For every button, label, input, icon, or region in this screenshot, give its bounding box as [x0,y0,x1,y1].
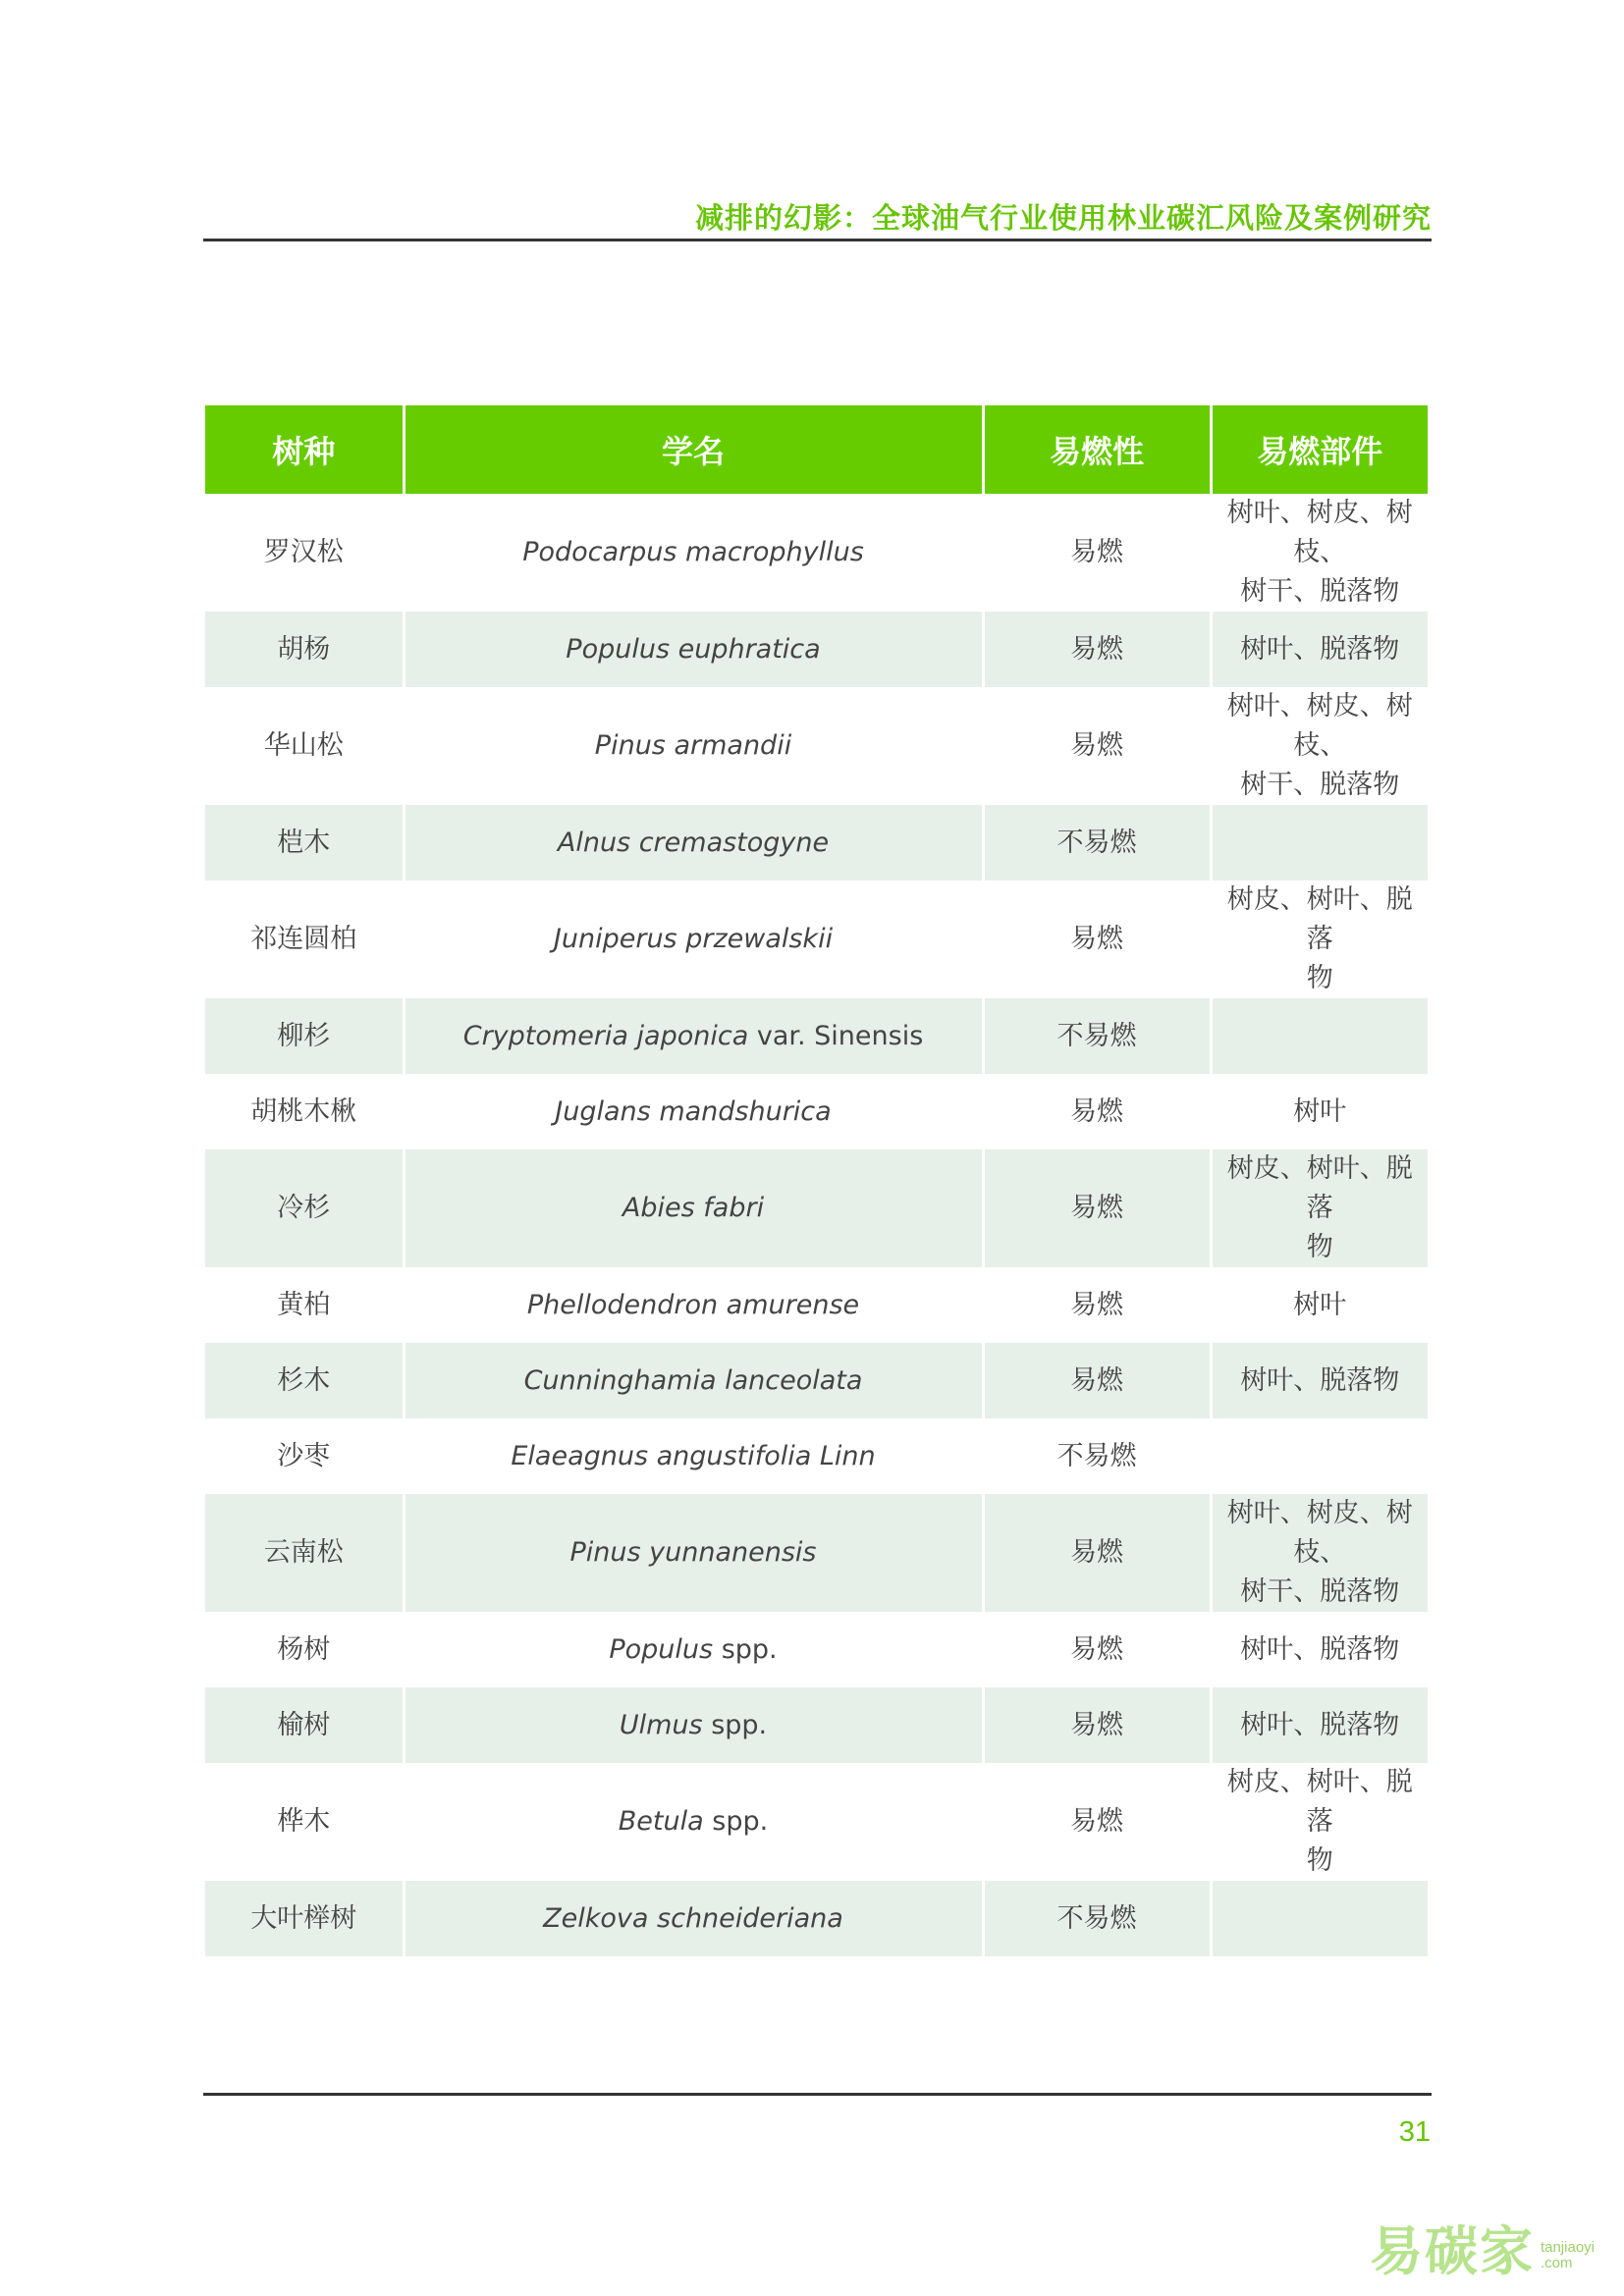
flammability-cell: 易燃 [983,1267,1211,1343]
flammable-parts-cell [1211,1494,1428,1612]
flammable-parts-cell [1211,1267,1428,1343]
flammable-parts-line: 树叶、脱落物 [1240,1364,1400,1396]
scientific-name-cell [404,687,983,805]
flammable-parts-cell [1211,1881,1428,1956]
table-row [205,612,1428,687]
column-header-scientific-name: 学名 [404,405,983,494]
flammable-parts-cell [1211,1418,1428,1494]
watermark-tld: .com [1540,2255,1573,2271]
column-header-flammable-parts: 易燃部件 [1211,405,1428,494]
footer-divider [203,2093,1432,2096]
flammability-cell: 易燃 [983,881,1211,998]
species-cell: 杉木 [205,1343,404,1418]
scientific-name: Cryptomeria japonica [462,1020,749,1051]
scientific-name: Juniperus przewalskii [553,924,834,954]
species-cell: 罗汉松 [205,494,404,612]
species-cell: 祁连圆柏 [205,881,404,998]
header-divider [203,239,1432,241]
flammable-parts-line: 树叶 [1293,1289,1347,1320]
flammable-parts-cell [1211,1687,1428,1763]
table-row [205,1881,1428,1956]
flammable-parts-line: 树叶 [1293,1095,1347,1127]
table-row [205,1494,1428,1612]
flammable-parts-line: 树叶、脱落物 [1240,633,1400,665]
flammable-parts-cell [1211,1149,1428,1267]
flammable-parts-cell [1211,1612,1428,1687]
table-row [205,881,1428,998]
table-row [205,494,1428,612]
scientific-name-cell [404,1494,983,1612]
scientific-name-cell [404,612,983,687]
table-row [205,1418,1428,1494]
flammable-parts-line: 树叶、树皮、树枝、 [1226,1498,1413,1568]
scientific-name: Juglans mandshurica [555,1095,832,1127]
flammability-cell: 不易燃 [983,1881,1211,1956]
scientific-name: Cunninghamia lanceolata [523,1364,863,1396]
flammable-parts-cell [1211,1074,1428,1149]
flammability-cell: 不易燃 [983,805,1211,881]
tree-species-table [205,405,1428,1956]
page-number: 31 [1398,2116,1431,2148]
flammability-cell: 易燃 [983,1612,1211,1687]
flammable-parts-line: 树叶、脱落物 [1240,1709,1400,1740]
flammability-cell: 不易燃 [983,998,1211,1074]
scientific-name-cell [404,998,983,1074]
scientific-name: Abies fabri [622,1193,765,1223]
table-row [205,1074,1428,1149]
flammable-parts-line: 树叶、脱落物 [1240,1633,1400,1665]
scientific-name-cell [404,1763,983,1881]
scientific-name-cell [404,494,983,612]
scientific-name: Alnus cremastogyne [557,827,830,858]
table-row [205,998,1428,1074]
table-row [205,687,1428,805]
flammable-parts-line: 树叶、树皮、树枝、 [1226,498,1413,567]
scientific-name: Pinus armandii [594,730,792,761]
species-cell: 黄柏 [205,1267,404,1343]
flammability-cell: 不易燃 [983,1418,1211,1494]
flammability-cell: 易燃 [983,1687,1211,1763]
flammability-cell: 易燃 [983,494,1211,612]
scientific-name-suffix: var. Sinensis [756,1020,924,1051]
scientific-name-cell [404,1074,983,1149]
watermark-logo [1370,2222,1595,2281]
scientific-name: Elaeagnus angustifolia Linn [511,1440,876,1471]
flammable-parts-line: 物 [1306,1232,1333,1262]
table-row [205,1763,1428,1881]
flammable-parts-cell [1211,805,1428,881]
scientific-name-suffix: spp. [711,1709,768,1740]
species-cell: 柳杉 [205,998,404,1074]
species-cell: 榆树 [205,1687,404,1763]
flammable-parts-line: 物 [1306,1845,1333,1876]
scientific-name: Populus euphratica [566,633,821,665]
table-row [205,1267,1428,1343]
scientific-name-cell [404,1612,983,1687]
species-cell: 大叶榉树 [205,1881,404,1956]
column-header-species: 树种 [205,405,404,494]
flammable-parts-line: 物 [1306,963,1333,993]
watermark-brand: 易碳家 [1369,2220,1535,2282]
table-row [205,1687,1428,1763]
flammable-parts-cell [1211,687,1428,805]
species-cell: 桤木 [205,805,404,881]
species-cell: 胡桃木楸 [205,1074,404,1149]
species-cell: 华山松 [205,687,404,805]
scientific-name: Phellodendron amurense [526,1289,860,1320]
flammability-cell: 易燃 [983,1343,1211,1418]
flammable-parts-line: 树皮、树叶、脱落 [1226,1767,1413,1837]
species-cell: 冷杉 [205,1149,404,1267]
flammable-parts-cell [1211,1343,1428,1418]
watermark-domain [1541,2240,1595,2271]
species-cell: 云南松 [205,1494,404,1612]
table-row [205,1343,1428,1418]
scientific-name-cell [404,1881,983,1956]
flammability-cell: 易燃 [983,612,1211,687]
table-body [205,494,1428,1956]
flammability-cell: 易燃 [983,1494,1211,1612]
scientific-name: Populus [609,1633,714,1665]
flammable-parts-line: 树皮、树叶、脱落 [1226,1153,1413,1223]
scientific-name: Ulmus [619,1709,703,1740]
scientific-name-cell [404,881,983,998]
flammable-parts-line: 树叶、树皮、树枝、 [1226,691,1413,761]
flammability-cell: 易燃 [983,687,1211,805]
flammable-parts-cell [1211,998,1428,1074]
flammable-parts-cell [1211,612,1428,687]
flammable-parts-cell [1211,1763,1428,1881]
flammable-parts-line: 树干、脱落物 [1240,1576,1400,1607]
table-row [205,805,1428,881]
table-row [205,1149,1428,1267]
flammable-parts-line: 树皮、树叶、脱落 [1226,884,1413,954]
report-title: 减排的幻影：全球油气行业使用林业碳汇风险及案例研究 [694,201,1432,235]
scientific-name: Zelkova schneideriana [543,1902,843,1934]
scientific-name-cell [404,1687,983,1763]
flammable-parts-line: 树干、脱落物 [1240,770,1400,800]
species-cell: 沙枣 [205,1418,404,1494]
scientific-name-suffix: spp. [721,1633,778,1665]
flammability-cell: 易燃 [983,1763,1211,1881]
species-cell: 胡杨 [205,612,404,687]
scientific-name: Pinus yunnanensis [569,1537,817,1568]
flammable-parts-cell [1211,494,1428,612]
table-row [205,1612,1428,1687]
scientific-name: Betula [618,1806,704,1837]
table-header-row [205,405,1428,494]
flammable-parts-line: 树干、脱落物 [1240,576,1400,607]
column-header-flammability: 易燃性 [983,405,1211,494]
scientific-name-cell [404,805,983,881]
scientific-name-cell [404,1267,983,1343]
scientific-name: Podocarpus macrophyllus [522,537,864,567]
scientific-name-cell [404,1343,983,1418]
watermark-site: tanjiaoyi [1540,2239,1595,2256]
species-cell: 桦木 [205,1763,404,1881]
scientific-name-cell [404,1149,983,1267]
scientific-name-suffix: spp. [712,1806,769,1837]
scientific-name-cell [404,1418,983,1494]
flammability-cell: 易燃 [983,1149,1211,1267]
flammable-parts-cell [1211,881,1428,998]
flammability-cell: 易燃 [983,1074,1211,1149]
species-cell: 杨树 [205,1612,404,1687]
